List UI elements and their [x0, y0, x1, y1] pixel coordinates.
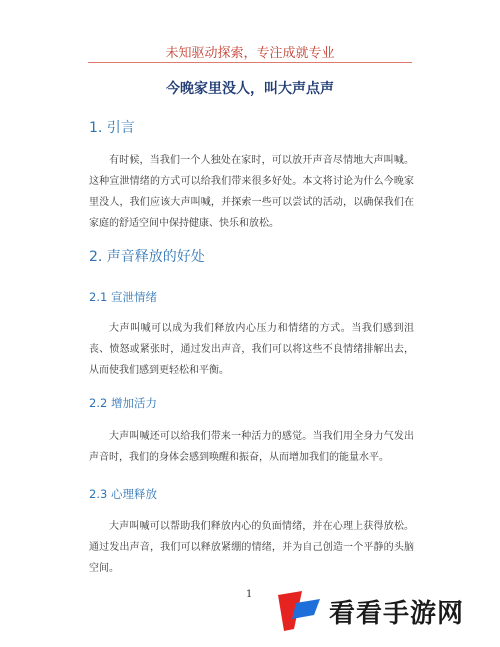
subsection-heading-vent: 2.1 宣泄情绪: [89, 290, 157, 304]
watermark-text: 看看手游网: [329, 599, 465, 629]
site-watermark: [274, 585, 496, 635]
section-heading-intro: 1. 引言: [89, 120, 135, 136]
subsection-heading-energy: 2.2 增加活力: [89, 396, 157, 410]
page-header: 未知驱动探索，专注成就专业: [165, 46, 335, 61]
header-divider: [88, 62, 412, 63]
document-title: 今晚家里没人，叫大声点声: [166, 81, 334, 97]
paragraph-vent: 大声叫喊可以成为我们释放内心压力和情绪的方式。当我们感到沮丧、愤怒或紧张时，通过发出声音，我们可以将这些不良情绪排解出去，从而使我们感到更轻松和平衡。: [89, 323, 414, 376]
paragraph-intro: 有时候，当我们一个人独处在家时，可以放开声音尽情地大声叫喊。这种宣泄情绪的方式可以给我们带来很多好处。本文将讨论为什么今晚家里没人，我们应该大声叫喊，并探索一些可以尝试的活动，以确保我们在家庭的舒适空间中保持健康、快乐和放松。: [89, 155, 414, 229]
paragraph-energy: 大声叫喊还可以给我们带来一种活力的感觉。当我们用全身力气发出声音时，我们的身体会感到唤醒和振奋，从而增加我们的能量水平。: [89, 431, 414, 463]
page-number: 1: [246, 589, 253, 600]
subsection-heading-release: 2.3 心理释放: [89, 487, 157, 501]
paragraph-release: 大声叫喊可以帮助我们释放内心的负面情绪，并在心理上获得放松。通过发出声音，我们可以释放紧绷的情绪，并为自己创造一个平静的头脑空间。: [89, 521, 414, 574]
site-logo-icon: [274, 589, 324, 633]
section-heading-benefits: 2. 声音释放的好处: [89, 249, 205, 265]
